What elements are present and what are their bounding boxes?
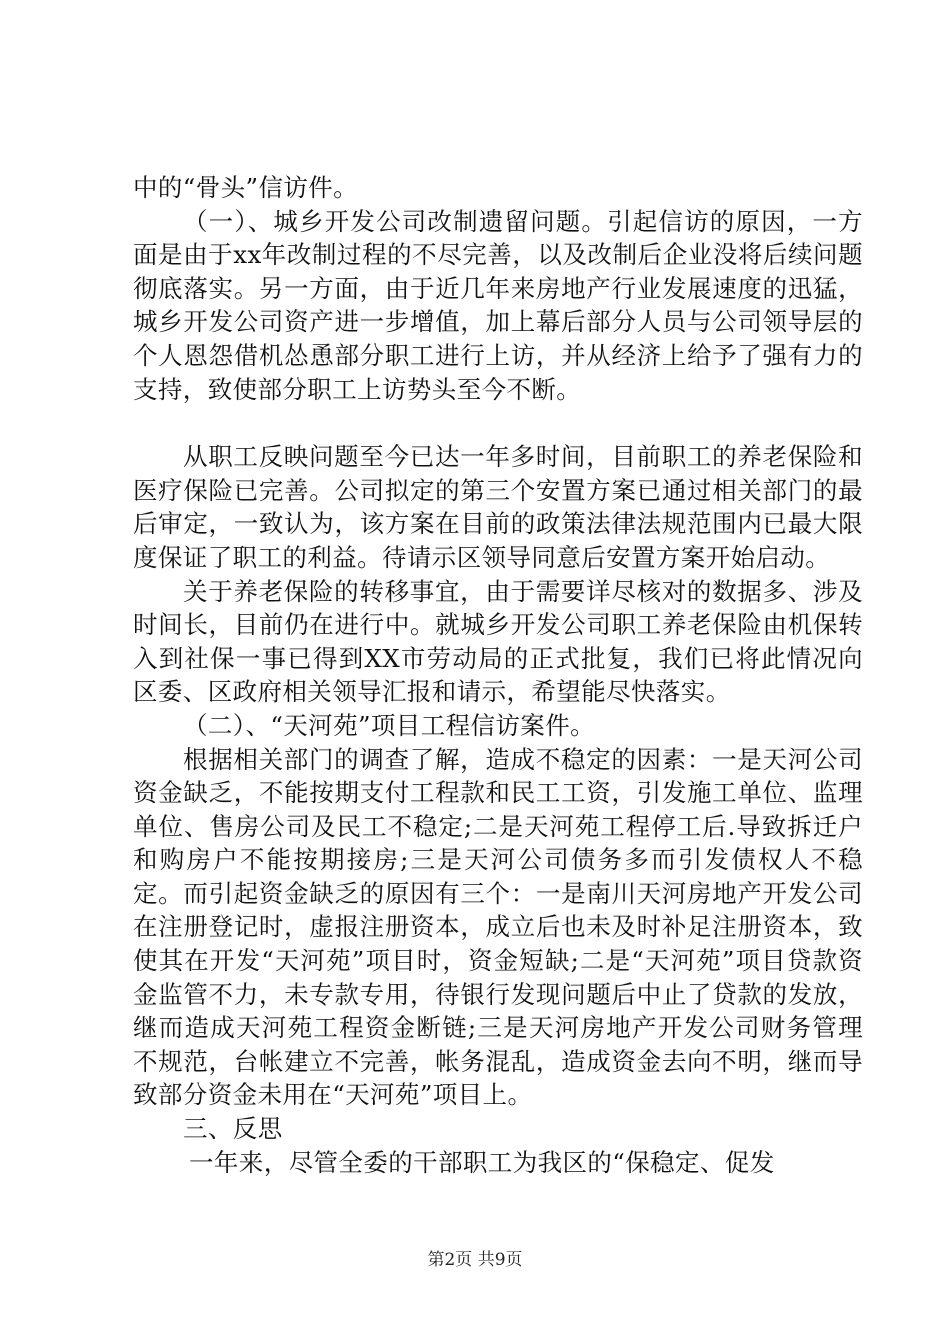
section-three-heading: 三、反思 <box>183 1114 283 1144</box>
paragraph-reflection: 一年来，尽管全委的干部职工为我区的“保稳定、促发 <box>189 1147 775 1177</box>
paragraph-section-one: （一）、城乡开发公司改制遗留问题。引起信访的原因，一方面是由于xx年改制过程的不尽完善，以及改制后企业没将后续问题彻底落实。另一方面，由于近几年来房地产行业发展速度的迅猛，城乡开发公司资产进一步增值，加上幕后部分人员与公司领导层的个人恩怨借机怂恿部分职工进行上访，并从经济上给予了强有力的支持，致使部分职工上访势头至今不断。 <box>133 206 863 404</box>
paragraph-section-two-heading: （二）、“天河苑”项目工程信访案件。 <box>183 710 595 740</box>
paragraph-progress: 从职工反映问题至今已达一年多时间，目前职工的养老保险和医疗保险已完善。公司拟定的第三个安置方案已通过相关部门的最后审定，一致认为，该方案在目前的政策法律法规范围内已最大限度保证了职工的利益。待请示区领导同意后安置方案开始启动。 <box>133 442 863 572</box>
paragraph-instability-causes: 根据相关部门的调查了解，造成不稳定的因素：一是天河公司资金缺乏，不能按期支付工程款和民工工资，引发施工单位、监理单位、售房公司及民工不稳定;二是天河苑工程停工后.导致拆迁户和购房户不能按期接房;三是天河公司债务多而引发债权人不稳定。而引起资金缺乏的原因有三个：一是南川天河房地产开发公司在注册登记时，虚报注册资本，成立后也未及时补足注册资本，致使其在开发“天河苑”项目时，资金短缺;二是“天河苑”项目贷款资金监管不力，未专款专用，待银行发现问题后中止了贷款的发放，继而造成天河苑工程资金断链;三是天河房地产开发公司财务管理不规范，台帐建立不完善，帐务混乱，造成资金去向不明，继而导致部分资金未用在“天河苑”项目上。 <box>133 744 863 1110</box>
document-body <box>133 171 863 1179</box>
paragraph-continuation: 中的“骨头”信访件。 <box>133 173 359 202</box>
paragraph-pension-transfer: 关于养老保险的转移事宜，由于需要详尽核对的数据多、涉及时间长，目前仍在进行中。就城乡开发公司职工养老保险由机保转入到社保一事已得到XX市劳动局的正式批复，我们已将此情况向区委、区政府相关领导汇报和请示，希望能尽快落实。 <box>133 576 863 707</box>
page-number-footer: 第2页 共9页 <box>427 1250 523 1270</box>
